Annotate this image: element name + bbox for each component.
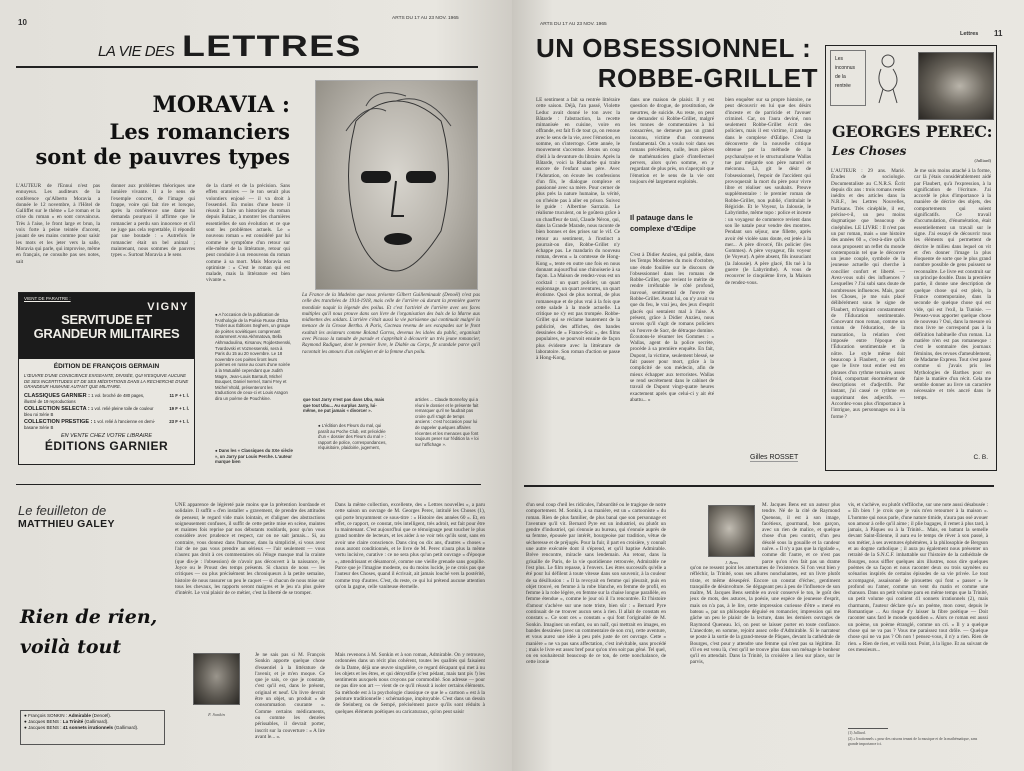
brief-dossier: articles ... Claude Bonnefoy qui a réuni le dossier et le présente fait remarquer qu'il ne faudrait pas croire qu'il s'agit de temps anciens : c'est l'occasion pour lui de rappeler quelques affaires récentes et les menaces que font toujours peser sur l'édition la « loi sur l'affichage ».	[415, 397, 479, 447]
perec-publisher: (Julliard)	[974, 158, 991, 163]
feuilleton-col-1: UNE apparence de légèreté paie moins que la prétention lourdaude et solidaire. Il suffit « d'en installer » gravement, de prendre des attitudes de penseur, le regard vide mais lointain, et d'aligner des abstractions soigneusement confuses, il suffit de cette petite mise en scène, maintes et maintes fois reprise par nos débutants roublards, pour qu'on vous considère avec prudence et respect, car on ne sait jamais... Si, au contraire, vous donnez dans l'humour, dans la simplicité, si vous avez l'air de ne pas vous prendre au sérieux — l'air seulement — vous n'aurez pas droit à ces commentaires où l'éloge masque mal la crainte (que dis-je : l'obsession) de n'avoir pas découvert à la naissance, le Joyce ou le Proust des temps présents. Si chacun de nous — les critiques — ou plus précisément les chroniqueurs à la petite semaine, histoire de nous rassurer un peu le caquet — si chacun de nous mise sur tous les chevaux, les rapports seront maigres et le jeu n'a plus guère d'intérêt. Le vrai plaisir de ce métier, c'est la liberté de se tromper.	[175, 502, 325, 597]
offer-price: 19 F + t. l.	[169, 405, 189, 411]
feuilleton-header	[18, 503, 115, 530]
section-rule	[524, 485, 994, 487]
robbe-signature: Gilles ROSSET	[750, 454, 799, 461]
ad-blurb: L'ŒUVRE D'UNE CONSCIENCE EXIGEANTE, DIVISÉE, QUI N'ESQUIVE AUCUNE DE SES INCERTITUDES ET DE SES MÉDITATIONS DANS LA RECHERCHE D'UNE GRANDEUR HUMAINE AUTANT QUE MILITAIRE.	[24, 373, 189, 389]
brief-anthologie: ● A l'occasion de la publication de l'Anthologie de la Poésie Russe d'Elsa Triolet aux Éditions Seghers, un groupe de poètes soviétiques comprenant notamment Anna Akhmatova, Bella Akhmadoulina, Kirsanov, Rojdestvenski, Tvardovski et Voznessenski, sera à Paris du 15 au 20 novembre. Le 18 novembre ces poètes liront leurs poèmes en russe au cours d'une soirée à la Mutualité cependant que Judith Magre, Jean-Louis Barrault, Michel Bouquet, Daniel Ivernel, Sami Frey et Michel Vitold, présenteront les traductions de ceux-ci et Louis Aragon dira un poème de Pouchkine.	[215, 312, 292, 401]
face-sketch-icon	[316, 81, 479, 291]
bens-col-1: d'un seul coup d'œil les ridicules, l'absurdité ou le tragique de notre comportement. M. Sonkin, à sa manière, est un « cartooniste » du roman. Rien de plus familier, de plus banal que son personnage et l'aventure qu'il vit. Bernard Pyre est un industriel, ou plutôt un gendre d'industriel, qui s'ennuie au bureau, qui s'ennuie auprès de sa femme, épousée par intérêt, bourgeoise par tradition, vêtue de sécheresse et de préjugés. Pour la fuir, il part en croisière, y connaît une autre exécutée dont il s'éprend, et qu'il baptise Admirable. Brève rencontre, miracle sans lendemain. Au retour, dans la grisaille de Paris, de la vie quotidienne retrouvée, Admirable ne l'est plus. Le film repasse, à l'envers. Les êtres successifs qu'elle a été pour lui défilent à toute vitesse dans son souvenir, à la couleur de sa désillusion : « Il la revoyait en femme qui pleurait, puis en objet trouvé, en femme à la robe blanche, en femme de profil, en femme à la robe légère, en femme sur la chaise longue parallèle, en femme étendue », comme le jour où il l'a rencontrée. Et l'histoire d'amour s'achève sur une note triste, bien sûr : « Bernard Pyre continuait de ne trouver aucun sens à rien. Il allait de constats en constats ». Ce sont ces « constats » qui font l'originalité de M. Sonkin. Imaginez un enfant, ou un naïf, qui mettrait en images, en bandes dessinées (avec un commentaire de son cru), cette aventure, et vous aurez une idée à peu près juste de cet ouvrage. Cette « manière » ne va pas sans affectation, c'est inévitable, sans procédé ; mais le livre est assez bref pour qu'on n'en soit pas gêné. Tel quel, on en souhaiterait beaucoup de ce ton, de cette nonchalance, de cette ironie	[526, 502, 666, 666]
sonkin-photo-caption: F. Sonkin	[208, 712, 225, 717]
headline-line: sont de pauvres types	[35, 144, 290, 169]
offer-name: CLASSIQUES GARNIER :	[24, 392, 91, 399]
offer-name: COLLECTION PRESTIGE :	[24, 418, 93, 425]
book-item: ● François SONKIN : Admirable (Denoël).	[24, 713, 112, 718]
perec-signature: C. B.	[973, 454, 988, 461]
book-publisher: (Gallimard).	[84, 719, 109, 724]
ad-edition: ÉDITION DE FRANÇOIS GERMAIN	[53, 363, 160, 370]
sonkin-photo	[193, 653, 240, 705]
moravia-col-2: donner aux problèmes théoriques une lumière vivante. Il a le sens de l'exemple concret, de l'image qui frappe, voire qui fait rire et lorsque, après la conférence une dame lui demanda pourquoi il affirme que le romancier a perdu son innocence et s'il ne juge pas cela regrettable, il répondit par une boutade : « Autrefois le romancier était un bel animal ; maintenant, nous sommes de pauvres types ». Surtout Moravia a le sens	[111, 183, 195, 259]
ad-offer	[24, 406, 189, 417]
footnote-rule	[848, 728, 888, 729]
section-label: Lettres	[960, 31, 979, 37]
ad-offer	[24, 393, 189, 404]
robbe-col-3: bien enquêter sur sa propre histoire, ne peut découvrir en lui que des désirs d'inceste et de parricide et l'avouer criminel. Car, on l'aura deviné, non seulement Robbe-Grillet écrit des policiers, mais il est victime, il patauge dans le complexe d'Œdipe. C'est la découverte de la nouvelle critique obtenue par la méthode de la psychanalyse et le structuralisme Wallas tue par mégarde son père naturel et méconnu. Là, git le désir de l'obsessionnel, l'espoir de l'accident qui provoquerait la mort du père pour vivre libre et réaliser ses souhaits. Preuve supplémentaire : le premier roman de Robbe-Grillet, non publié, s'intitulait le Régicide. Et le Voyeur, la Jalousie, le Labyrinthe, même topo : police et inceste : un voyageur de commerce revient dans son île natale pour vendre des montres. Pendant son séjour, une fillette, après avoir été violée sans doute, est jetée à la mer... A père divorcé, fils policier (les Gommes). A père voyageur, fils voyeur (le Voyeur). A père absent, fils insouciant (la Jalousie). A père glacé, fils tué à la guerre (le Labyrinthe). A vous de recouvrer le cinquième livre, la Maison de rendez-vous.	[725, 97, 811, 286]
ad-banner	[19, 293, 194, 359]
page-number: 11	[994, 29, 1003, 38]
book-publisher: (Denoël).	[92, 713, 112, 718]
bens-col-2	[690, 502, 840, 752]
offer-price: 11 F + t. l.	[169, 392, 189, 398]
headline-line: UN OBSESSIONNEL :	[536, 33, 812, 63]
issue-date: ARTS DU 17 AU 23 NOV. 1965	[540, 22, 607, 27]
book-publisher: (Gallimard).	[114, 725, 139, 730]
ad-offer	[24, 419, 189, 430]
section-header	[98, 30, 362, 64]
perec-col-2: Je me suis moins attaché à la forme, car là j'étais considérablement aidé par Flaubert, qu'à l'expression, à la signification de l'écriture. J'ai accordé le plus d'importance à la manière de décrire des objets, des comportements qui soient significatifs. Ce travail d'accumulation, d'énumération, était essentiellement un travail sur le signe. J'ai essayé de découvrir tous les éléments qui permettent de décrire le milieu dans lequel on vit et d'en donner l'image la plus éloquente de sorte que le plus grand nombre possible de gens puissent se reconnaître. Le livre est construit sur un principe double. Dans la première partie, il donne une description de quelque chose qui est plein, la France contemporaine, dans la seconde de quelque chose qui est vide, qui est l'exil, la Tunisie. — Pensez-vous apporter quelque chose de nouveau ? Oui, dans la mesure où mon livre ne correspond pas à la définition habituelle d'un roman. La matière n'en est pas romanesque : c'est le sommaire des journaux féminins, des revues d'ameublement, de Madame Express. Tout s'est passé comme si j'avais pris les Mythologies de Barthes pour en faire la matière d'un récit. Cela me semble donner au livre un caractère nécessaire et très ancré dans le temps.	[914, 168, 991, 401]
book-item: ● Jacques BENS : La Trinité (Gallimard).	[24, 719, 109, 724]
brief-fleurs-du-mal: ● L'édition des Fleurs du mal, qui paraît au Poche Club, est précédée d'un « dossier des Fleurs du mal » : rapport de police, correspondances, réquisitoire, plaidoirie, jugement,	[318, 423, 387, 451]
perec-title: GEORGES PEREC:	[832, 122, 993, 141]
robbe-subhead: Il patauge dans le complexe d'Œdipe	[630, 213, 696, 233]
brief-jarry-cont: que tout Jarry n'est pas dans Ubu, mais que tout Ubu... Au surplus Jarry, lui-même, ne put jamais « divorcer ».	[303, 397, 385, 414]
right-page	[512, 0, 1024, 771]
robbe-col-1: LE sentiment a fait sa rentrée littéraire cette saison. Déjà, l'an passé, Violette Leduc avait donné le ton avec la Bâtarde : l'abstraction, la recette mimanisée en cuisine, voire en offrande, est fait fi de tout ça, on renoue avec le sens de la vie, avec l'émotion, en somme, on s'interroge. Cette année, le mouvement s'accentue. Jetons un coup d'œil à la devanture du libraire. Après la Bâtarde, voici la Rhubarbe qui traite encore de l'enfant sans père. Avec l'Adoration, on écoute les confessions d'un fils, le dialogue complexe et passionné avec sa mère. Pour cerner de plus près la nature humaine, la vérité, on n'hésite pas à aller en prison. Suivez le guide : Albertine Sarrazin. Le réalisme truculent, on le goûtera grâce à un chauffeur de taxi, Claude Néron, qui, dans la Grande Marade, nous raconte de bien bonnes et des prises sur le vif. Ce retour au sentiment, à l'instinct a pourrait-on dire, Robbe-Grillet n'y échappe pas. Le mandarin du nouveau roman, devenu « la comtesse de Hong-Kong », tente en outre une fois en nous donnant aujourd'hui une chinoiserie à sa façon. La Maison de rendez-vous est un cocktail : un quart policier, un quart espionnage, un quart aventures, un quart érotisme. Quoi de plus normal, de plus romanesque et de plus vrai à la fois que cette salade à la mode actuelle. La critique ne s'y est pas trompée. Robbe-Grillet qui se réclame hautement de la publicité, des affiches, des bandes dessinées de « France-Soir », des films populaires, se pourvoit ensuite de façon plus évidente avec la littérature de laboratoire. Son roman d'action se passe à Hong-Kong,	[536, 97, 620, 362]
moravia-col-1: L'AUTEUR de l'Ennui n'est pas ennuyeux. Les auditeurs de la conférence qu'Alberto Moravia a donnée le 12 novembre, à l'Hôtel de Galliffet sur le thème « Le roman et la crise du roman » en sont convaincus. Très à l'aise, le front large et brun, la voix forte à peine teintée d'accent, jouant de ses mains comme pour saisir les mots et les jeter vers la salle, Moravia qui parle, qui improvise, même en français, ne consulte pas ses notes, sait	[16, 183, 100, 265]
offer-name: COLLECTION SELECTA :	[24, 405, 90, 412]
offer-desc: 1 vol. relié pleine toile de couleur bleu roi Série B	[24, 405, 154, 417]
perec-subtitle: Les Choses	[832, 144, 907, 158]
ad-publisher: ÉDITIONS GARNIER	[44, 438, 169, 453]
brief-jarry: ● Dans les « Classiques du XXe siècle », un Jarry par Louis Perche. L'auteur marque bien	[215, 448, 293, 465]
bens-col-3: vis, et s'achève, ou plutôt s'effiloche, sur une note aussi désabusée : « Eh bien ! je crois que je vais m'en retourner à la maison ». L'homme qui nous parle, d'une nature timide, n'aura pas osé avouer son amour à celle qu'il aime ; il plie bagages, il remet à plus tard, à jamais, à Pâques ou à la Trinité... Mais, en battant la semelle devant Saint-Étienne, il aura eu le temps de rêver à son passé, à son métier, à ses aventures éphémères, à la philosophie de Bergson et au dogme catholique ; il aura pu également nous présenter un retraité de la S.N.C.F. imbattable sur l'histoire de la cathédrale de Bourges, nous siffler quelques airs illustres, nous dire quelques poèmes de sa façon et nous raconter deux ou trois saynètes ou scénarios inspirés de certains épisodes de sa vie privée. Le tout accompagné, assaisonné de pirouettes qui font « passer » le profond ou l'amer, comme un vent du matin et comme une chanson. Dans un petit volume paru en même temps que la Trinité, un petit volume qui contient 41 sonnets irrationnels (2), mais charmants, l'auteur déclare qu'« un poème, mon cœur, depuis le Romantique ... Au risque d'y laisser la fibre poétique — Doit raconter sans fard le monde quotidien ». Alors ce roman est aussi un poème, un poème étranglé, comme un cri. « Il y a quelque chose qui ne va pas ? Vous me paraissez tout drôle. — Quelque chose qui ne va pas ? Oh non ! pensez-vous, il n'y a rien. Rien de rien. » Rien de rien, et voilà tout. Point, à la ligne. Et au suivant de ces messieurs...	[848, 502, 988, 653]
book-author: François SONKIN :	[28, 713, 68, 718]
bens-col-2-text: M. Jacques Bens est un auteur plus tendre. Né de la cité de Raymond Queneau, il est à son image, facétieux, gourmand, bon garçon, avec un rien de malice, et quelque chose d'un peu contrit, d'un peu désolé sous la gouaille et la candeur naïve. « Il n'y a pas que la rigolade », comme dit l'autre, et ce n'est pas parce qu'on n'en fait pas un drame qu'on ne ressent point les amertumes de l'existence. Si l'on veut bien y réfléchir, la Trinité, sous ses allures nonchalantes, est un livre plutôt triste, et même désespéré. Encore un constat d'échec, gentiment tranquille de désinvolture. Se dégageant peu à peu de l'influence de son maître, M. Jacques Bens semble en avoir conservé le ton, le goût des jeux de mots, des astuces, la poésie, une espèce de jeunesse d'esprit, mais on n'a pas, à le lire, cette impression curieuse d'être « mené en bateau », par un philosophe déguisé en romancier, impression qui me gâche un peu le plaisir de la lecture, dans les derniers ouvrages de Raymond Queneau. Ici, on peut se laisser porter en toute confiance. L'anecdote, en somme, rejoint assez celle d'Admirable. Si le narrateur se poste à la sortie de la grand-messe de Pâques, devant la cathédrale de Bourges, c'est pour y attendre une femme qui n'est pas sa légitime. Et s'il en est venu là, c'est qu'il ne trouve plus dans son ménage le bonheur qu'il en attendait. Dans la Trinité, la croisière a lieu sur place, sur le parvis,	[690, 502, 840, 666]
book-item: ● Jacques BENS : 41 sonnets irrationnels (Gallimard).	[24, 725, 139, 730]
cherub-drawing-icon	[871, 51, 906, 106]
offer-desc: 1 vol. broché de 480 pages, illustré de 19 reproductions	[24, 392, 145, 404]
book-title: La Trinité	[62, 719, 84, 724]
book-author: Jacques BENS :	[28, 719, 62, 724]
section-title: LETTRES	[182, 30, 362, 63]
book-list	[20, 710, 165, 745]
vigny-ad	[18, 292, 195, 465]
feuilleton-title	[20, 602, 157, 662]
book-title: Admirable	[68, 713, 91, 718]
robbe-headline	[536, 33, 818, 93]
footnote-1: (1) Julliard.	[848, 731, 866, 735]
robbe-col-2b: C'est à Didier Anzieu, qui publie, dans les Temps Modernes du mois d'octobre, une étude fouillée sur le discours de l'obsessionnel dans les romans de Robbe-Grillet, que revient le mérite de rendre irréfutable le côté profond, inavoué, sentimental de l'œuvre de Robbe-Grillet. Avant lui, on n'y avait vu que du feu, le vrai jeu, des jeux d'esprit glacés qui sentaient mal à l'aise. A présent, grâce à Didier Anzieu, nous savons qu'il s'agit de romans policiers où l'œuvre de Sacr, de détraque domine. Écoutons-le résumer les Gommes : « Wallas, agent de la police secrète, procède à sa première enquête. En fait, Dupont, la victime, seulement blessé, se fait passer pour mort, grâce à la complicité de son médecin, afin de mieux échapper aux terroristes. Wallas se rend secrètement dans le cabinet de travail de Dupont vingt-quatre heures exactement après que celui-ci y ait été abattu... »	[630, 252, 714, 403]
series-label: Les inconnus de la rentrée	[830, 50, 866, 106]
header-rule	[16, 66, 478, 68]
moravia-col-3: de la clarté et de la précision. Sans effets oratoires — le ton serait plus volontiers enjoué — il va droit à l'essentiel. En moins d'une heure il réussit à faire un historique du roman depuis Balzac, à montrer les charnières essentielles de son évolution et ce que sont les problèmes actuels. Le « nouveau roman » est considéré par lui comme le symptôme d'un retour sur elle-même de la littérature, retour qui peut conduire à un renouveau du roman comme à sa mort. Mais Moravia est optimiste : « C'est le roman qui est malade, mais la littérature est bien vivante ».	[206, 183, 290, 284]
perec-col-1: L'AUTEUR : 29 ans. Marié. Études de sociologie. Documentaliste au C.N.R.S. Écrit depuis dix ans : trois romans restés inédits et des articles dans la N.R.F., les Lettres Nouvelles, Partisans. Très cinéphile, il est, précise-t-il, un peu moins dogmatique que beaucoup de cinéphiles. LE LIVRE : Il n'est pas un pur roman, mais « une histoire des années 60 », c'est-à-dire qu'ils nous proposent un reflet du monde contemporain tel que le découvre un jeune couple, symbole de la jeunesse actuelle qui cherche à concilier confort et liberté. — Avez-vous subi des influences ? Lesquelles ? J'ai subi sans doute de nombreuses influences. Mais, pour les Choses, je me suis placé délibérément sous le signe de Flaubert, m'inspirant constamment de l'Éducation sentimentale. Concevant mon roman, comme un roman de l'éducation, de la maturation, la relation s'est imposée entre l'époque de l'Éducation sentimentale et la nôtre. Le style même doit beaucoup à Flaubert, ce qui fait que le livre tout entier est en phrases d'un rythme ternaire, assez froid, comportant énormément de descriptions et d'adjectifs. Par instant, j'ai cassé ce rythme en supprimant des adjectifs. — Accordez-vous plus d'importance à l'intrigue, aux personnages ou à la forme ?	[831, 168, 905, 420]
robbe-col-2: dans une maison de plaisir. Il y est question de drogue, de prostitution, de meurtres, de suicide. Au reste, on peut se demander si Robbe-Grillet, malgré les tonnes de commentaires à lui consacrées, ne demeure pas un grand inconnu, victime d'un contresens fondamental. On a voulu voir dans ses romans précédents, nulle, leurs pièces de mathématicien glacé d'intellectuel pervers, alors qu'en somme, en y regardant de plus près, on s'aperçoit que l'émotion et le sens de la vie ont toujours été largement exploités.	[630, 97, 714, 185]
title-line: Rien de rien,	[20, 606, 158, 628]
ad-author: VIGNY	[147, 301, 189, 313]
offer-desc: 1 vol. relié à l'ancienne en demi-basane Série B	[24, 418, 156, 430]
book-author: Jacques BENS :	[28, 725, 62, 730]
perec-photo	[918, 52, 994, 120]
photo-spacer	[690, 502, 762, 564]
ad-title: SERVITUDE ET GRANDEUR MILITAIRES	[33, 312, 180, 341]
title-line: voilà tout	[20, 636, 122, 658]
ad-sale: EN VENTE CHEZ VOTRE LIBRAIRE	[60, 432, 153, 439]
feuilleton-kicker: Le feuilleton de	[18, 503, 107, 518]
book-title: 41 sonnets irrationnels	[62, 725, 114, 730]
headline-line: Les romanciers	[109, 119, 290, 144]
feuilleton-col-2: Dans la même collection, excellente, des « Lettres nouvelles », a paru cette saison un ouvrage de M. Georges Perec, intitulé les Choses (1), qui porte bruyamment ce sous-titre : « Histoire des années 60 ». Et, en effet, ce rapport, ce constat, très intelligent, très adroit, est fait pour être lu maintenant. C'est aujourd'hui que ce témoignage peut toucher le plus grand nombre de lecteurs, et les aider à se voir tels qu'ils sont, sans en avoir une claire conscience. Dans cinq ou dix ans, d'autres « choses » nous auront conditionnés, et le livre de M. Perec n'aura plus la même vertu incisive, curative : ce ne sera plus qu'un petit ouvrage « d'époque », attendrissant et désamorcé, comme une vieille grenade sans goupille. Parce que je l'imagine modeste, ou du moins lucide, je ne crois pas que l'auteur des Choses, quand il écrivait, ait jamais louché vers la postérité, comme trop d'autres. C'est, du reste, ce qui lui prétend aucune attention qu'on la gagne, celle vaniteuse éternelle.	[335, 502, 485, 590]
feuilleton-col-2b: Mais revenons à M. Sonkin et à son roman, Admirable. On y retrouve, ordonnées dans un récit plus cohérent, toutes les qualités qui faisaient de la Dame, déjà une œuvre singulière, ce regard décapant qui met à nu les objets et les êtres, et qui démystifie (c'est pédant, mais tant pis !) les sentiments auxquels nous croyons par commodité. Son adresse — pour ne pas dire son art — vient de ce qu'il réussit à isoler certains éléments. Sa méthode est à la psychologie classique ce que le « cartoon » est à la peinture traditionnelle : schématique, impitoyable. C'est dans un dessin de Steinberg ou de Sempé, précisément parce qu'ils sont réduits à quelques éléments poétiques ou caricaturaux, qu'on peut saisir	[335, 652, 485, 715]
portrait-caption: La France de la Madelon que nous présente Gilbert Guilleminault (Denoël) n'est pas celle des tranchées de 1914-1918, mais celle de l'arrière où durant la première guerre mondiale naquit la légende des poilus. Et c'est l'activité de l'arrière avec ses faces multiples qu'il nous prouve dans son livre de l'organisation des bals de la Marne aux midinettes des soldats. L'arrière c'était aussi la vie parisienne qui continuait malgré la menace de la Grosse Bertha. A Paris, Cocteau revenu de ses escapades sur le front exaltait les aviateurs comme Roland Garros, devenus les idoles du public, organisait avec Picasso la tumulte de parade et s'apprêtait à découvrir un très jeune romancier, Raymond Radiguet, dont le premier livre, le Diable au Corps, fit scandale parce qu'il racontait les amours d'un collégien et de la femme d'un poilu.	[302, 293, 480, 355]
portrait-drawing	[315, 80, 478, 290]
offer-price: 23 F + t. l.	[169, 418, 189, 424]
headline-line: ROBBE-GRILLET	[597, 63, 818, 93]
ad-kicker: VIENT DE PARAITRE :	[24, 296, 71, 301]
bens-photo-caption: J. Bens	[725, 560, 738, 565]
perec-box	[825, 45, 997, 471]
section-rule	[16, 484, 481, 485]
headline-line: MORAVIA :	[152, 92, 290, 118]
feuilleton-author: MATTHIEU GALEY	[18, 518, 115, 530]
section-prefix: LA VIE DES	[98, 43, 175, 60]
feuilleton-col-1b: Je ne sais pas si M. François Sonkin apporte quelque chose d'essentiel à la littérature de l'avenir, et je m'en moque. Ce que je sais, ce que je constate, c'est qu'il est, dans le présent, original et neuf. Un livre devrait être un objet, un produit « de consommation courante ». Comme certains médicaments, ou comme les denrées périssables, il devrait porter, inscrit sur la couverture : « A lire avant le... ».	[255, 652, 325, 740]
page-number: 10	[18, 18, 27, 27]
moravia-headline	[14, 92, 290, 169]
footnote-2: (2) « Irrationnels » pour des raisons tenant de la musique et de la mathématique, sans grande importance ici.	[848, 737, 978, 746]
issue-date: ARTS DU 17 AU 23 NOV. 1965	[392, 16, 459, 21]
